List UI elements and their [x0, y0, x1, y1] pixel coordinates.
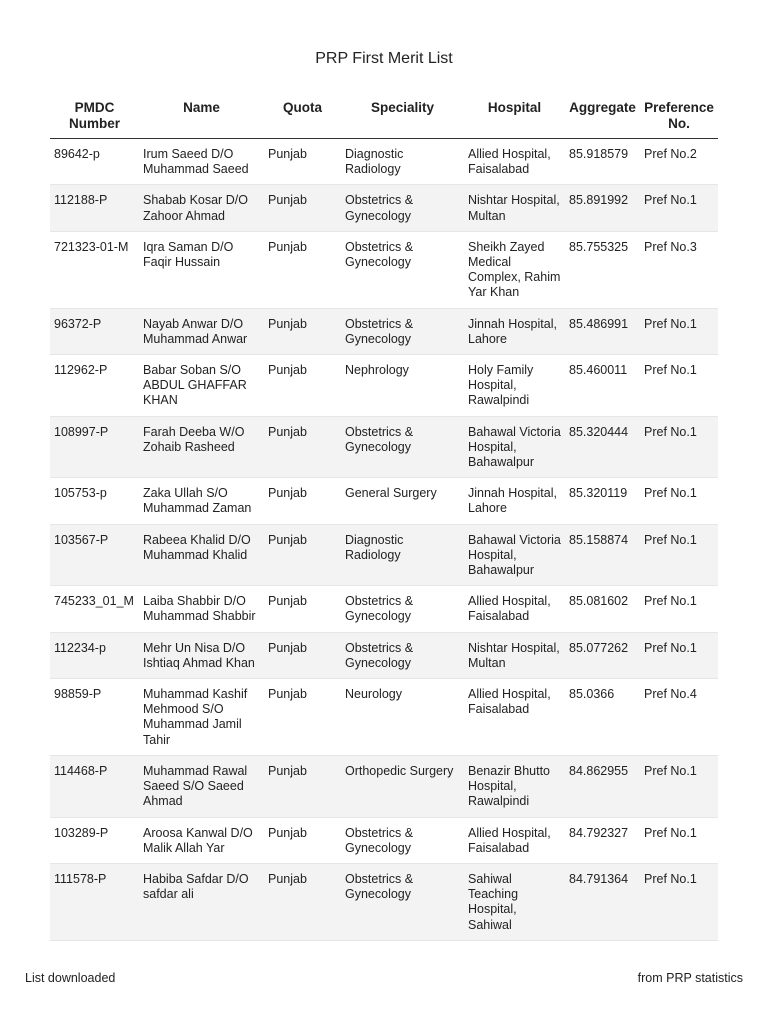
cell-speciality: Orthopedic Surgery	[345, 763, 454, 778]
cell-quota: Punjab	[268, 424, 307, 439]
cell-pmdc: 98859-P	[54, 687, 102, 702]
cell-speciality: Neurology	[345, 687, 402, 702]
cell-name: Muhammad Rawal Saeed S/O Saeed Ahmad	[143, 763, 248, 809]
cell-preference: Pref No.1	[644, 316, 697, 331]
cell-quota: Punjab	[268, 763, 307, 778]
cell-preference: Pref No.2	[644, 147, 697, 161]
cell-aggregate: 84.862955	[569, 763, 629, 778]
cell-speciality: Obstetrics & Gynecology	[345, 239, 414, 270]
column-header-preference: Preference No.	[640, 98, 718, 139]
table-row	[50, 416, 718, 478]
column-header-aggregate: Aggregate	[565, 98, 640, 139]
column-header-quota: Quota	[264, 98, 341, 139]
cell-quota: Punjab	[268, 239, 307, 254]
table-row	[50, 586, 718, 632]
cell-speciality: Nephrology	[345, 363, 409, 378]
cell-aggregate: 85.460011	[569, 363, 628, 378]
cell-hospital: Sahiwal Teaching Hospital, Sahiwal	[468, 871, 519, 932]
cell-aggregate: 85.320444	[569, 424, 629, 439]
cell-pmdc: 103567-P	[54, 532, 109, 547]
cell-pmdc: 89642-p	[54, 147, 100, 161]
cell-preference: Pref No.1	[644, 532, 697, 547]
merit-list-table	[50, 98, 718, 941]
cell-pmdc: 112234-p	[54, 640, 106, 655]
cell-hospital: Holy Family Hospital, Rawalpindi	[468, 363, 534, 408]
cell-speciality: General Surgery	[345, 486, 437, 501]
cell-pmdc: 96372-P	[54, 316, 102, 331]
cell-preference: Pref No.1	[644, 486, 697, 501]
cell-preference: Pref No.1	[644, 193, 697, 208]
cell-speciality: Diagnostic Radiology	[345, 147, 404, 177]
cell-name: Aroosa Kanwal D/O Malik Allah Yar	[143, 825, 253, 855]
column-header-name: Name	[139, 98, 264, 139]
cell-name: Farah Deeba W/O Zohaib Rasheed	[143, 424, 245, 454]
cell-speciality: Obstetrics & Gynecology	[345, 316, 414, 346]
cell-quota: Punjab	[268, 871, 307, 886]
cell-preference: Pref No.3	[644, 239, 697, 254]
column-header-hospital: Hospital	[464, 98, 565, 139]
cell-aggregate: 84.792327	[569, 825, 629, 840]
cell-speciality: Obstetrics & Gynecology	[345, 871, 414, 902]
cell-name: Zaka Ullah S/O Muhammad Zaman	[143, 486, 252, 516]
table-row	[50, 755, 718, 817]
table-header-row	[50, 98, 718, 139]
cell-quota: Punjab	[268, 363, 307, 378]
cell-aggregate: 84.791364	[569, 871, 629, 886]
cell-hospital: Sheikh Zayed Medical Complex, Rahim Yar Khan	[468, 239, 561, 300]
table-row	[50, 679, 718, 756]
table-row	[50, 817, 718, 863]
footer-right-text: from PRP statistics	[637, 971, 743, 985]
cell-preference: Pref No.1	[644, 825, 697, 840]
table-row	[50, 478, 718, 524]
cell-aggregate: 85.320119	[569, 486, 628, 501]
cell-quota: Punjab	[268, 594, 307, 609]
cell-preference: Pref No.1	[644, 363, 697, 378]
cell-hospital: Bahawal Victoria Hospital, Bahawalpur	[468, 424, 561, 470]
cell-name: Laiba Shabbir D/O Muhammad Shabbir	[143, 594, 256, 624]
cell-aggregate: 85.0366	[569, 687, 615, 702]
cell-quota: Punjab	[268, 316, 307, 331]
cell-name: Rabeea Khalid D/O Muhammad Khalid	[143, 532, 251, 562]
cell-pmdc: 112962-P	[54, 363, 108, 378]
cell-aggregate: 85.891992	[569, 193, 629, 208]
cell-preference: Pref No.1	[644, 594, 697, 609]
cell-aggregate: 85.081602	[569, 594, 629, 609]
table-row	[50, 355, 718, 417]
cell-speciality: Obstetrics & Gynecology	[345, 424, 414, 454]
table-row	[50, 524, 718, 586]
cell-aggregate: 85.918579	[569, 147, 629, 161]
cell-quota: Punjab	[268, 687, 307, 702]
table-row	[50, 139, 718, 185]
cell-hospital: Allied Hospital, Faisalabad	[468, 687, 551, 717]
cell-hospital: Bahawal Victoria Hospital, Bahawalpur	[468, 532, 561, 578]
cell-name: Shabab Kosar D/O Zahoor Ahmad	[143, 193, 248, 223]
cell-aggregate: 85.158874	[569, 532, 629, 547]
cell-name: Irum Saeed D/O Muhammad Saeed	[143, 147, 249, 177]
cell-aggregate: 85.755325	[569, 239, 629, 254]
cell-hospital: Allied Hospital, Faisalabad	[468, 147, 551, 177]
cell-quota: Punjab	[268, 825, 307, 840]
cell-hospital: Jinnah Hospital, Lahore	[468, 316, 557, 346]
cell-name: Mehr Un Nisa D/O Ishtiaq Ahmad Khan	[143, 640, 255, 670]
cell-quota: Punjab	[268, 532, 307, 547]
cell-hospital: Allied Hospital, Faisalabad	[468, 825, 551, 855]
cell-pmdc: 112188-P	[54, 193, 108, 208]
footer-left-text: List downloaded	[25, 971, 116, 985]
cell-pmdc: 745233_01_M	[54, 594, 134, 609]
cell-preference: Pref No.1	[644, 424, 697, 439]
cell-speciality: Obstetrics & Gynecology	[345, 594, 414, 624]
merit-list-table-container	[50, 98, 718, 941]
table-row	[50, 185, 718, 231]
table-row	[50, 863, 718, 940]
cell-quota: Punjab	[268, 640, 307, 655]
cell-preference: Pref No.1	[644, 640, 697, 655]
cell-hospital: Benazir Bhutto Hospital, Rawalpindi	[468, 763, 550, 809]
cell-preference: Pref No.1	[644, 871, 697, 886]
cell-name: Habiba Safdar D/O safdar ali	[143, 871, 249, 902]
cell-aggregate: 85.077262	[569, 640, 629, 655]
cell-preference: Pref No.1	[644, 763, 697, 778]
cell-hospital: Jinnah Hospital, Lahore	[468, 486, 557, 516]
page-title: PRP First Merit List	[315, 50, 453, 67]
cell-quota: Punjab	[268, 147, 307, 161]
cell-hospital: Nishtar Hospital, Multan	[468, 640, 560, 670]
cell-hospital: Nishtar Hospital, Multan	[468, 193, 560, 223]
table-body	[50, 139, 718, 941]
table-row	[50, 308, 718, 354]
cell-speciality: Obstetrics & Gynecology	[345, 640, 414, 670]
column-header-speciality: Speciality	[341, 98, 464, 139]
table-row	[50, 231, 718, 308]
cell-pmdc: 111578-P	[54, 871, 107, 886]
cell-pmdc: 108997-P	[54, 424, 109, 439]
cell-quota: Punjab	[268, 193, 307, 208]
column-header-pmdc: PMDC Number	[50, 98, 139, 139]
table-row	[50, 632, 718, 678]
cell-aggregate: 85.486991	[569, 316, 629, 331]
cell-pmdc: 103289-P	[54, 825, 109, 840]
cell-name: Iqra Saman D/O Faqir Hussain	[143, 239, 234, 270]
cell-pmdc: 721323-01-M	[54, 239, 129, 254]
cell-pmdc: 105753-p	[54, 486, 107, 501]
cell-speciality: Diagnostic Radiology	[345, 532, 404, 562]
cell-name: Nayab Anwar D/O Muhammad Anwar	[143, 316, 248, 346]
cell-hospital: Allied Hospital, Faisalabad	[468, 594, 551, 624]
cell-speciality: Obstetrics & Gynecology	[345, 193, 414, 223]
cell-name: Babar Soban S/O ABDUL GHAFFAR KHAN	[143, 363, 247, 408]
cell-pmdc: 114468-P	[54, 763, 108, 778]
cell-preference: Pref No.4	[644, 687, 697, 702]
cell-name: Muhammad Kashif Mehmood S/O Muhammad Jamil Tahir	[143, 687, 248, 747]
cell-quota: Punjab	[268, 486, 307, 501]
cell-speciality: Obstetrics & Gynecology	[345, 825, 414, 855]
